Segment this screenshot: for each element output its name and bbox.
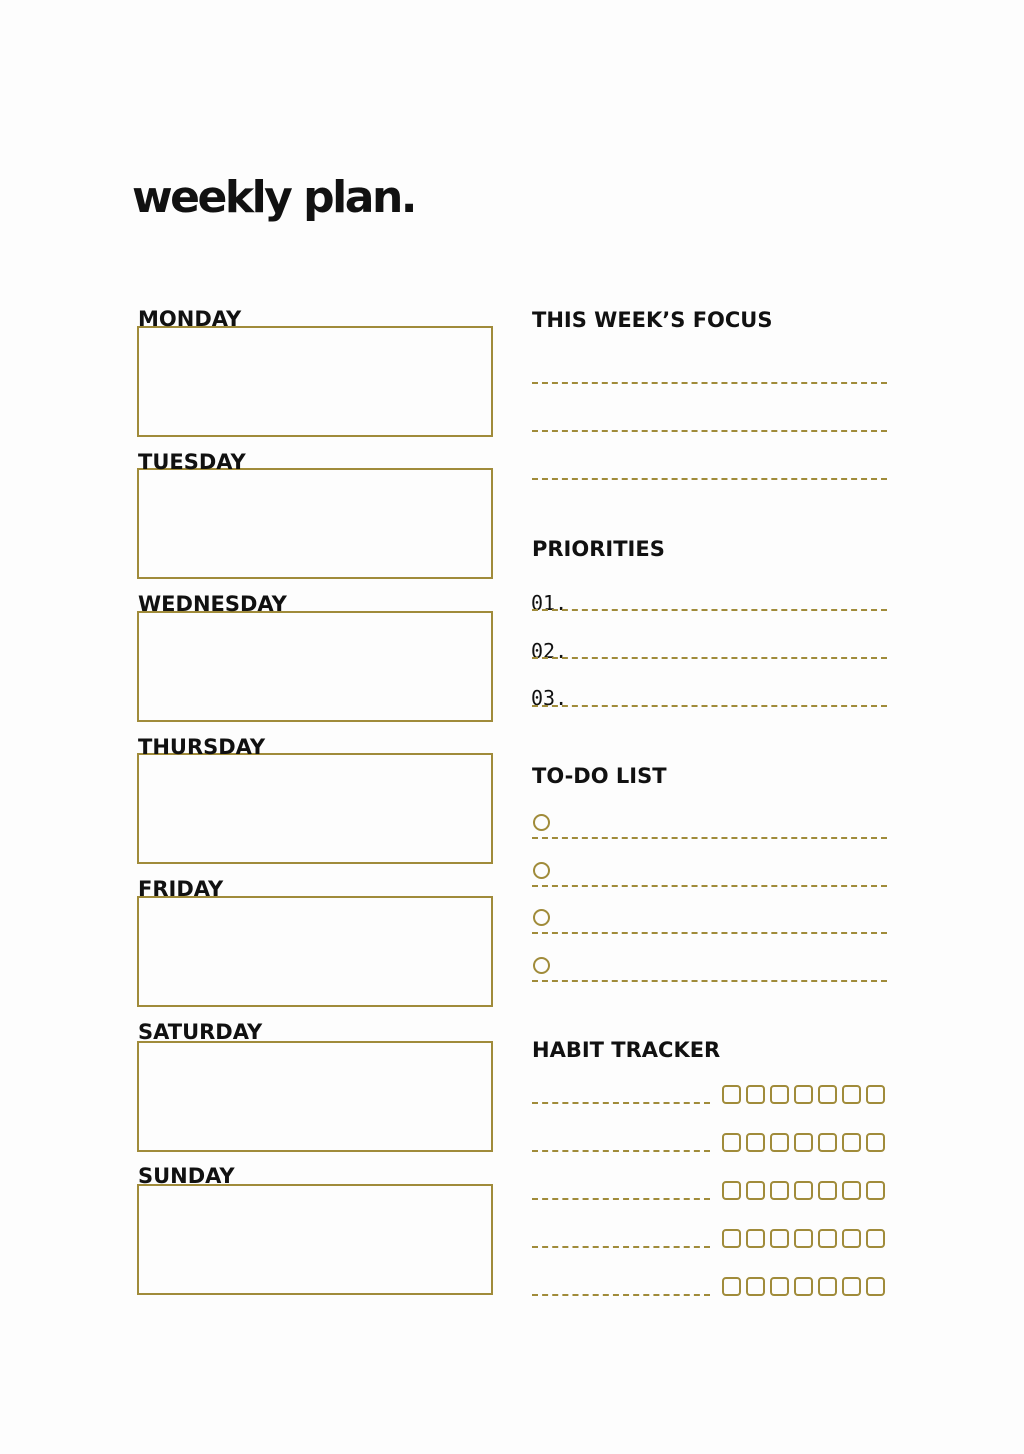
priority-line-3[interactable]	[532, 705, 887, 707]
habit-name-line-1[interactable]	[532, 1102, 710, 1104]
day-label-sunday: SUNDAY	[138, 1164, 235, 1188]
rounded-square-checkbox-icon[interactable]	[746, 1229, 765, 1248]
rounded-square-checkbox-icon[interactable]	[722, 1085, 741, 1104]
rounded-square-checkbox-icon[interactable]	[866, 1181, 885, 1200]
todo-line-1[interactable]	[532, 837, 887, 839]
day-label-wednesday: WEDNESDAY	[138, 592, 287, 616]
todo-line-2[interactable]	[532, 885, 887, 887]
habit-row-3-squares	[722, 1181, 885, 1200]
page-title: weekly plan.	[132, 172, 415, 223]
circle-checkbox-icon[interactable]	[533, 957, 550, 974]
day-box-friday[interactable]	[137, 896, 493, 1007]
rounded-square-checkbox-icon[interactable]	[866, 1277, 885, 1296]
todo-line-4[interactable]	[532, 980, 887, 982]
focus-line-3[interactable]	[532, 478, 887, 480]
focus-heading: THIS WEEK’S FOCUS	[532, 308, 773, 332]
focus-line-1[interactable]	[532, 382, 887, 384]
rounded-square-checkbox-icon[interactable]	[722, 1229, 741, 1248]
rounded-square-checkbox-icon[interactable]	[794, 1181, 813, 1200]
habit-row-4-squares	[722, 1229, 885, 1248]
day-label-saturday: SATURDAY	[138, 1020, 263, 1044]
rounded-square-checkbox-icon[interactable]	[842, 1181, 861, 1200]
rounded-square-checkbox-icon[interactable]	[818, 1133, 837, 1152]
rounded-square-checkbox-icon[interactable]	[746, 1181, 765, 1200]
circle-checkbox-icon[interactable]	[533, 909, 550, 926]
priority-number-2: 02.	[531, 639, 568, 663]
todo-heading: TO-DO LIST	[532, 764, 667, 788]
day-box-thursday[interactable]	[137, 753, 493, 864]
habit-name-line-2[interactable]	[532, 1150, 710, 1152]
rounded-square-checkbox-icon[interactable]	[722, 1133, 741, 1152]
day-box-wednesday[interactable]	[137, 611, 493, 722]
rounded-square-checkbox-icon[interactable]	[770, 1085, 789, 1104]
rounded-square-checkbox-icon[interactable]	[842, 1085, 861, 1104]
habit-name-line-5[interactable]	[532, 1294, 710, 1296]
priority-number-3: 03.	[531, 686, 568, 710]
habit-row-1-squares	[722, 1085, 885, 1104]
rounded-square-checkbox-icon[interactable]	[770, 1277, 789, 1296]
priorities-heading: PRIORITIES	[532, 537, 665, 561]
rounded-square-checkbox-icon[interactable]	[866, 1229, 885, 1248]
rounded-square-checkbox-icon[interactable]	[818, 1277, 837, 1296]
rounded-square-checkbox-icon[interactable]	[842, 1133, 861, 1152]
rounded-square-checkbox-icon[interactable]	[818, 1085, 837, 1104]
habit-row-2-squares	[722, 1133, 885, 1152]
habit-heading: HABIT TRACKER	[532, 1038, 721, 1062]
rounded-square-checkbox-icon[interactable]	[746, 1133, 765, 1152]
day-label-thursday: THURSDAY	[138, 735, 266, 759]
day-box-monday[interactable]	[137, 326, 493, 437]
day-box-tuesday[interactable]	[137, 468, 493, 579]
priority-line-2[interactable]	[532, 657, 887, 659]
day-label-monday: MONDAY	[138, 307, 242, 331]
rounded-square-checkbox-icon[interactable]	[722, 1181, 741, 1200]
rounded-square-checkbox-icon[interactable]	[770, 1229, 789, 1248]
priority-line-1[interactable]	[532, 609, 887, 611]
rounded-square-checkbox-icon[interactable]	[818, 1181, 837, 1200]
circle-checkbox-icon[interactable]	[533, 862, 550, 879]
habit-row-5-squares	[722, 1277, 885, 1296]
rounded-square-checkbox-icon[interactable]	[794, 1133, 813, 1152]
rounded-square-checkbox-icon[interactable]	[794, 1277, 813, 1296]
todo-line-3[interactable]	[532, 932, 887, 934]
habit-name-line-3[interactable]	[532, 1198, 710, 1200]
rounded-square-checkbox-icon[interactable]	[866, 1085, 885, 1104]
day-box-sunday[interactable]	[137, 1184, 493, 1295]
rounded-square-checkbox-icon[interactable]	[794, 1085, 813, 1104]
rounded-square-checkbox-icon[interactable]	[842, 1277, 861, 1296]
rounded-square-checkbox-icon[interactable]	[746, 1277, 765, 1296]
focus-line-2[interactable]	[532, 430, 887, 432]
circle-checkbox-icon[interactable]	[533, 814, 550, 831]
rounded-square-checkbox-icon[interactable]	[722, 1277, 741, 1296]
rounded-square-checkbox-icon[interactable]	[842, 1229, 861, 1248]
day-box-saturday[interactable]	[137, 1041, 493, 1152]
rounded-square-checkbox-icon[interactable]	[770, 1181, 789, 1200]
habit-name-line-4[interactable]	[532, 1246, 710, 1248]
rounded-square-checkbox-icon[interactable]	[866, 1133, 885, 1152]
rounded-square-checkbox-icon[interactable]	[794, 1229, 813, 1248]
day-label-tuesday: TUESDAY	[138, 450, 246, 474]
priority-number-1: 01.	[531, 591, 568, 615]
rounded-square-checkbox-icon[interactable]	[770, 1133, 789, 1152]
rounded-square-checkbox-icon[interactable]	[818, 1229, 837, 1248]
day-label-friday: FRIDAY	[138, 877, 224, 901]
rounded-square-checkbox-icon[interactable]	[746, 1085, 765, 1104]
